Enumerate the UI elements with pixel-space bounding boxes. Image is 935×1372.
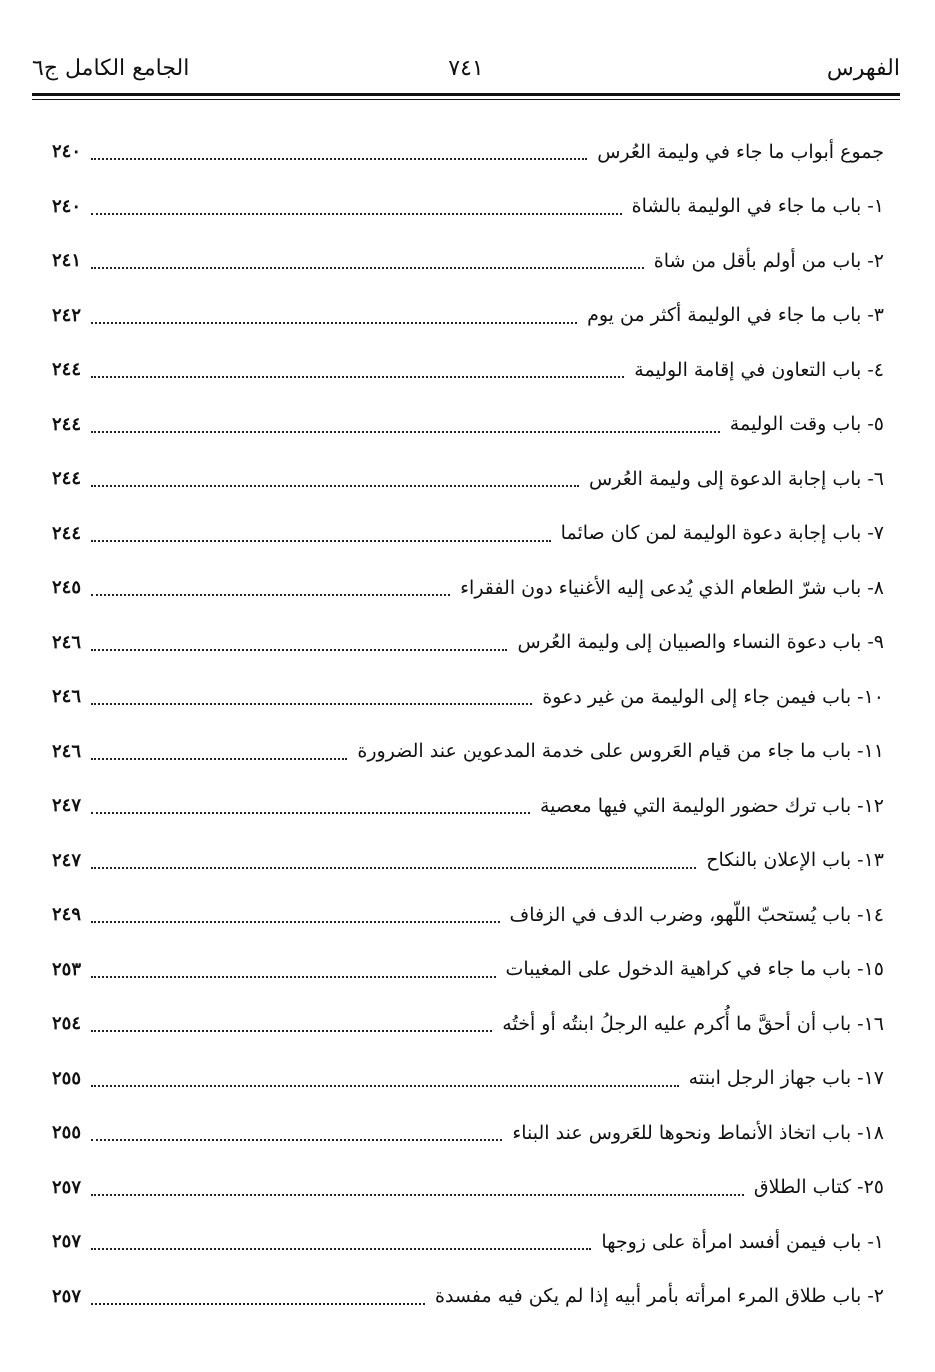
toc-entry-page: ٢٥٣ xyxy=(52,958,82,980)
toc-entry xyxy=(52,1215,884,1270)
toc-entry-page: ٢٥٧ xyxy=(52,1176,82,1198)
toc-entry-title: ٦- باب إجابة الدعوة إلى وليمة العُرس xyxy=(589,467,884,490)
dot-leader xyxy=(91,158,587,160)
toc-entry-title: ١٨- باب اتخاذ الأنماط ونحوها للعَروس عند البناء xyxy=(512,1121,884,1144)
dot-leader xyxy=(91,649,507,651)
toc-entry xyxy=(52,452,884,507)
toc-entry-title: ٩- باب دعوة النساء والصبيان إلى وليمة العُرس xyxy=(517,631,884,654)
page-number: ٧٤١ xyxy=(448,56,484,81)
dot-leader xyxy=(91,1030,492,1032)
toc-entry xyxy=(52,997,884,1052)
toc-entry-title: ٢- باب من أولم بأقل من شاة xyxy=(653,249,884,272)
toc-entry-title: ١- باب ما جاء في الوليمة بالشاة xyxy=(631,195,884,218)
dot-leader xyxy=(91,703,532,705)
toc-entry xyxy=(52,1106,884,1161)
toc-entry xyxy=(52,1270,884,1325)
dot-leader xyxy=(91,1139,502,1141)
table-of-contents xyxy=(52,125,884,1324)
toc-entry-title: جموع أبواب ما جاء في وليمة العُرس xyxy=(597,140,884,163)
toc-entry xyxy=(52,725,884,780)
header-rule-thin xyxy=(32,99,900,100)
toc-entry-page: ٢٥٧ xyxy=(52,1231,82,1253)
toc-entry xyxy=(52,1052,884,1107)
toc-entry-title: ١١- باب ما جاء من قيام العَروس على خدمة المدعوين عند الضرورة xyxy=(357,740,884,763)
toc-entry-title: ١- باب فيمن أفسد امرأة على زوجها xyxy=(601,1230,884,1253)
toc-entry-title: ١٢- باب ترك حضور الوليمة التي فيها معصية xyxy=(539,794,884,817)
toc-entry xyxy=(52,943,884,998)
toc-entry-page: ٢٤٠ xyxy=(52,141,82,163)
toc-entry xyxy=(52,888,884,943)
dot-leader xyxy=(91,485,579,487)
toc-entry-title: ٣- باب ما جاء في الوليمة أكثر من يوم xyxy=(587,304,884,327)
toc-entry-title: ١٦- باب أن أحقَّ ما أُكرم عليه الرجلُ ابنتُه أو أختُه xyxy=(502,1012,884,1035)
toc-entry-page: ٢٤٦ xyxy=(52,740,82,762)
toc-entry xyxy=(52,507,884,562)
toc-entry xyxy=(52,561,884,616)
toc-entry-page: ٢٥٥ xyxy=(52,1122,82,1144)
toc-entry-page: ٢٤٠ xyxy=(52,195,82,217)
dot-leader xyxy=(91,976,496,978)
toc-entry-page: ٢٥٤ xyxy=(52,1013,82,1035)
toc-entry-title: ٢٥- كتاب الطلاق xyxy=(753,1176,884,1199)
toc-entry-title: ١٤- باب يُستحبّ اللّهو، وضرب الدف في الزفاف xyxy=(509,903,884,926)
toc-entry xyxy=(52,125,884,180)
toc-entry-page: ٢٤٤ xyxy=(52,359,82,381)
toc-entry-title: ١٥- باب ما جاء في كراهية الدخول على المغيبات xyxy=(505,958,884,981)
toc-entry-page: ٢٤٧ xyxy=(52,795,82,817)
toc-entry xyxy=(52,1161,884,1216)
toc-entry-page: ٢٥٧ xyxy=(52,1285,82,1307)
dot-leader xyxy=(91,1085,679,1087)
page-header xyxy=(32,56,900,88)
toc-entry-title: ١٧- باب جهاز الرجل ابنته xyxy=(688,1067,884,1090)
dot-leader xyxy=(91,867,696,869)
toc-entry xyxy=(52,180,884,235)
dot-leader xyxy=(91,267,644,269)
toc-entry xyxy=(52,779,884,834)
toc-entry xyxy=(52,343,884,398)
dot-leader xyxy=(91,322,577,324)
toc-entry-title: ٥- باب وقت الوليمة xyxy=(729,413,884,436)
toc-entry-title: ٧- باب إجابة دعوة الوليمة لمن كان صائما xyxy=(560,522,884,545)
toc-entry-page: ٢٤٢ xyxy=(52,304,82,326)
toc-entry-page: ٢٤٧ xyxy=(52,849,82,871)
toc-entry-page: ٢٥٥ xyxy=(52,1067,82,1089)
toc-entry xyxy=(52,670,884,725)
toc-entry-title: ٨- باب شرّ الطعام الذي يُدعى إليه الأغنياء دون الفقراء xyxy=(460,576,884,599)
toc-entry-title: ٤- باب التعاون في إقامة الوليمة xyxy=(634,358,884,381)
toc-entry-page: ٢٤١ xyxy=(52,250,82,272)
toc-entry xyxy=(52,289,884,344)
book-title: الجامع الكامل ج٦ xyxy=(32,56,190,81)
toc-entry-page: ٢٤٦ xyxy=(52,686,82,708)
dot-leader xyxy=(91,540,551,542)
dot-leader xyxy=(91,1303,425,1305)
toc-entry-page: ٢٤٦ xyxy=(52,631,82,653)
dot-leader xyxy=(91,758,347,760)
dot-leader xyxy=(91,812,530,814)
toc-entry xyxy=(52,398,884,453)
toc-entry-title: ١٠- باب فيمن جاء إلى الوليمة من غير دعوة xyxy=(542,685,884,708)
header-rule-thick xyxy=(32,93,900,96)
dot-leader xyxy=(91,594,450,596)
dot-leader xyxy=(91,921,499,923)
toc-entry-page: ٢٤٩ xyxy=(52,904,82,926)
dot-leader xyxy=(91,376,624,378)
dot-leader xyxy=(91,1194,744,1196)
toc-entry-page: ٢٤٥ xyxy=(52,577,82,599)
toc-entry xyxy=(52,234,884,289)
dot-leader xyxy=(91,1248,591,1250)
toc-entry xyxy=(52,616,884,671)
section-title: الفهرس xyxy=(826,56,900,81)
dot-leader xyxy=(91,213,622,215)
toc-entry-title: ١٣- باب الإعلان بالنكاح xyxy=(706,849,884,872)
toc-entry-page: ٢٤٤ xyxy=(52,522,82,544)
dot-leader xyxy=(91,431,720,433)
toc-entry-page: ٢٤٤ xyxy=(52,413,82,435)
toc-entry-title: ٢- باب طلاق المرء امرأته بأمر أبيه إذا لم يكن فيه مفسدة xyxy=(435,1285,884,1308)
toc-entry xyxy=(52,834,884,889)
toc-entry-page: ٢٤٤ xyxy=(52,468,82,490)
